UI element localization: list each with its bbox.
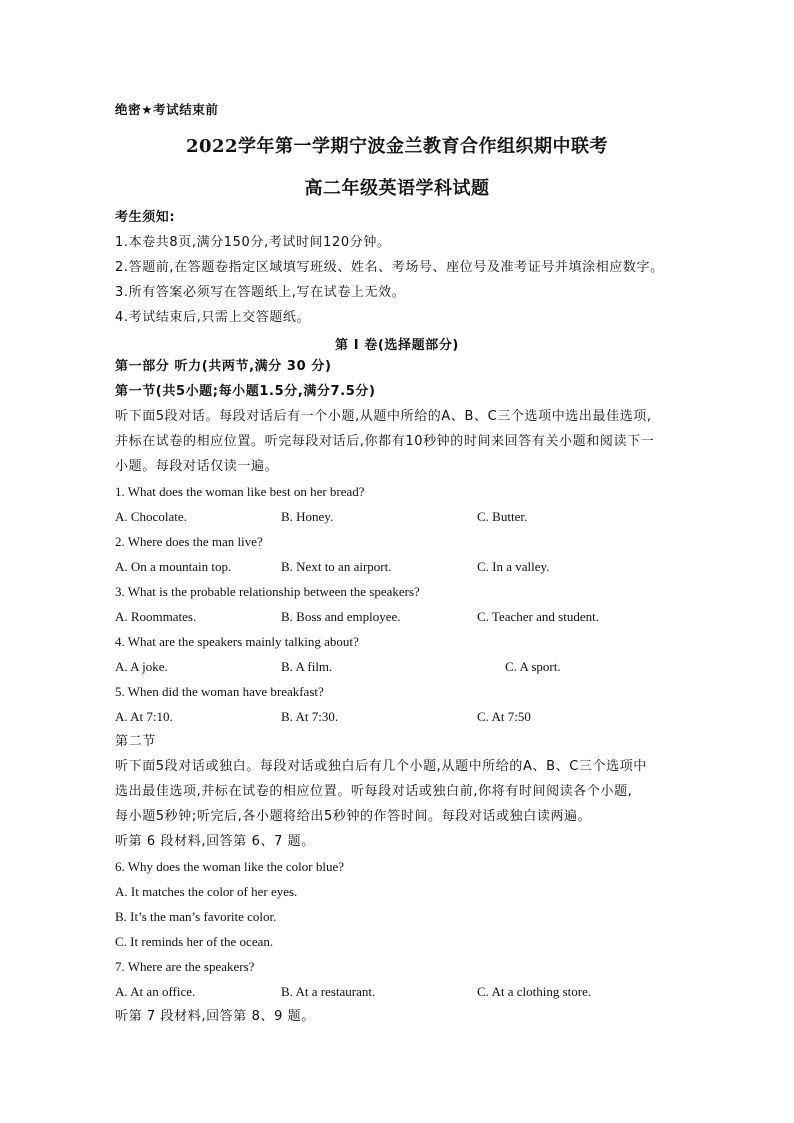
instruction-line: 每小题5秒钟;听完后,各小题将给出5秒钟的作答时间。每段对话或独白读两遍。 — [115, 809, 592, 824]
option-a: A. At an office. — [115, 984, 196, 999]
material-6-label: 听第 6 段材料,回答第 6、7 题。 — [115, 834, 315, 849]
question-4: 4. What are the speakers mainly talking about? — [115, 634, 359, 649]
option-a: A. A joke. — [115, 659, 168, 674]
option-b: B. Boss and employee. — [281, 609, 401, 624]
instruction-line: 听下面5段对话或独白。每段对话或独白后有几个小题,从题中所给的A、B、C三个选项中 — [115, 759, 647, 774]
confidential-label: 绝密★考试结束前 — [115, 102, 219, 117]
question-5: 5. When did the woman have breakfast? — [115, 684, 324, 699]
option-c: C. It reminds her of the ocean. — [115, 934, 274, 949]
exam-title: 2022学年第一学期宁波金兰教育合作组织期中联考 — [185, 136, 609, 157]
section1-heading: 第一节(共5小题;每小题1.5分,满分7.5分) — [115, 384, 376, 399]
instruction-line: 听下面5段对话。每段对话后有一个小题,从题中所给的A、B、C三个选项中选出最佳选项, — [115, 409, 652, 424]
option-a: A. Roommates. — [115, 609, 197, 624]
option-a: A. At 7:10. — [115, 709, 173, 724]
option-b: B. A film. — [281, 659, 333, 674]
option-b: B. At 7:30. — [281, 709, 339, 724]
option-a: A. On a mountain top. — [115, 559, 232, 574]
question-2: 2. Where does the man live? — [115, 534, 263, 549]
section2-heading: 第二节 — [115, 734, 156, 749]
option-c: C. Butter. — [477, 509, 528, 524]
exam-subtitle: 高二年级英语学科试题 — [304, 178, 490, 199]
instruction-line: 小题。每段对话仅读一遍。 — [115, 459, 279, 474]
option-b: B. Next to an airport. — [281, 559, 392, 574]
part1-heading: 第一部分 听力(共两节,满分 30 分) — [115, 359, 332, 374]
volume-heading: 第 I 卷(选择题部分) — [335, 338, 459, 353]
option-c: C. At 7:50 — [477, 709, 531, 724]
question-7: 7. Where are the speakers? — [115, 959, 255, 974]
notice-heading: 考生须知: — [115, 210, 176, 225]
notice-item: 4.考试结束后,只需上交答题纸。 — [115, 310, 311, 325]
option-c: C. Teacher and student. — [477, 609, 599, 624]
question-6: 6. Why does the woman like the color blue? — [115, 859, 345, 874]
question-3: 3. What is the probable relationship between the speakers? — [115, 584, 420, 599]
option-b: B. It’s the man’s favorite color. — [115, 909, 277, 924]
instruction-line: 并标在试卷的相应位置。听完每段对话后,你都有10秒钟的时间来回答有关小题和阅读下一 — [115, 434, 655, 449]
option-a: A. Chocolate. — [115, 509, 187, 524]
question-1: 1. What does the woman like best on her bread? — [115, 484, 365, 499]
option-b: B. At a restaurant. — [281, 984, 376, 999]
instruction-line: 选出最佳选项,并标在试卷的相应位置。听每段对话或独白前,你将有时间阅读各个小题, — [115, 784, 633, 799]
option-b: B. Honey. — [281, 509, 334, 524]
option-c: C. A sport. — [505, 659, 561, 674]
option-c: C. At a clothing store. — [477, 984, 592, 999]
option-a: A. It matches the color of her eyes. — [115, 884, 298, 899]
notice-item: 3.所有答案必须写在答题纸上,写在试卷上无效。 — [115, 285, 406, 300]
option-c: C. In a valley. — [477, 559, 550, 574]
notice-item: 2.答题前,在答题卷指定区域填写班级、姓名、考场号、座位号及准考证号并填涂相应数字。 — [115, 260, 664, 275]
material-7-label: 听第 7 段材料,回答第 8、9 题。 — [115, 1009, 315, 1024]
notice-item: 1.本卷共8页,满分150分,考试时间120分钟。 — [115, 235, 391, 250]
